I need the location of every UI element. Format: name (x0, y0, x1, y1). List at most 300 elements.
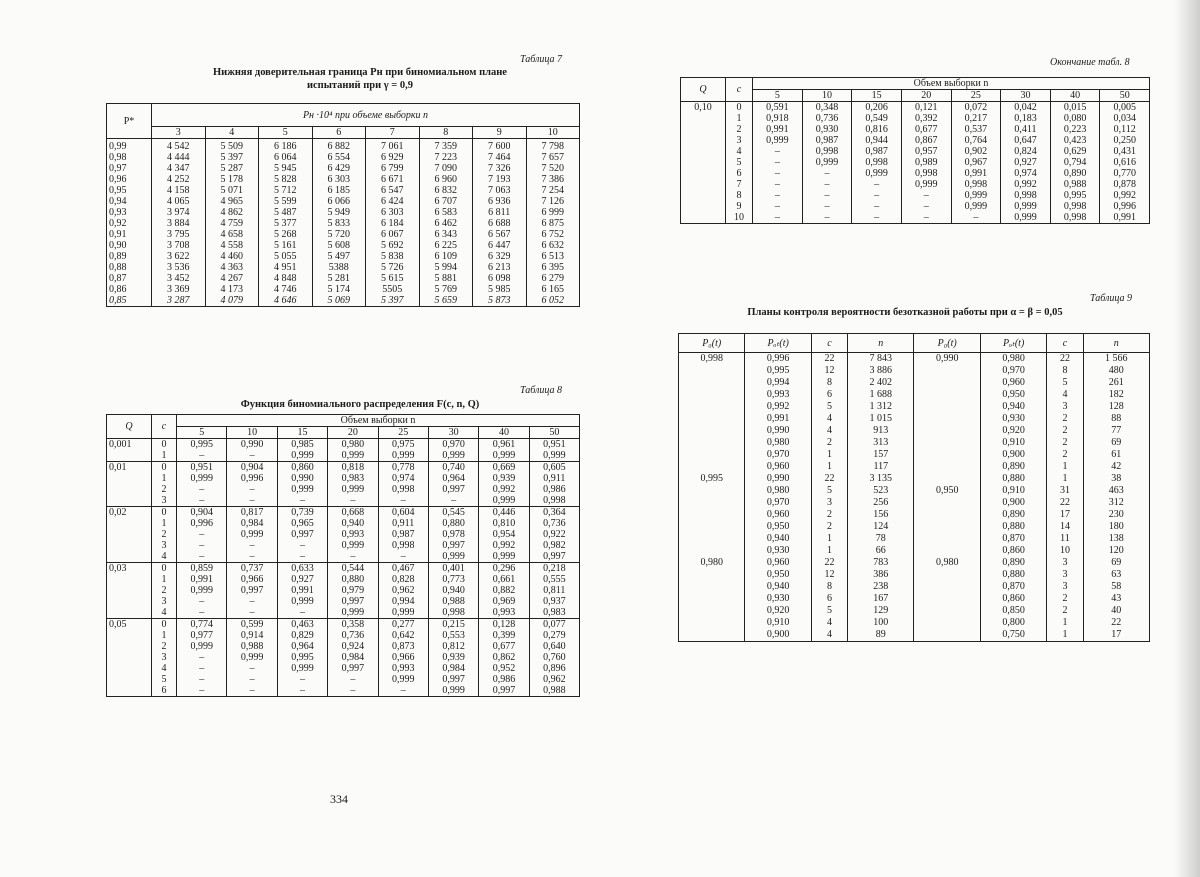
table8c-value-cell: 0,015 (1050, 102, 1100, 114)
table8-value-cell: 0,996 (227, 473, 277, 484)
table9-cell: 0,890 (980, 509, 1046, 521)
table8-value-cell: 0,545 (428, 507, 478, 519)
table8c-q-cell (681, 168, 726, 179)
table7-p-cell: 0,96 (109, 174, 127, 185)
table8c-q-cell (681, 157, 726, 168)
table9-cell: 22 (811, 353, 847, 366)
table8-value-cell: 0,128 (479, 619, 529, 631)
table7-value-cell: 6 960 (419, 174, 473, 185)
table7-value-cell: 4 173 (205, 284, 259, 295)
table8-q-cell: 0,001 (109, 439, 132, 450)
table8-col-header: 15 (277, 427, 327, 439)
table9-cell: 261 (1083, 377, 1149, 389)
table7-value-cell: 6 303 (366, 207, 420, 218)
table8-value-cell: 0,995 (277, 652, 327, 663)
table8-value-cell: 0,999 (428, 685, 478, 697)
table8-q-cell (107, 674, 152, 685)
table8-value-cell: 0,467 (378, 563, 428, 575)
table8-value-cell: 0,773 (428, 574, 478, 585)
table8-value-cell: 0,640 (529, 641, 579, 652)
table7-value-cell: 6 688 (473, 218, 527, 229)
table7-value-cell: 6 303 (312, 174, 366, 185)
table8c-c-cell: 2 (726, 124, 753, 135)
table8-value-cell: 0,737 (227, 563, 277, 575)
table9-cell: 5 (811, 401, 847, 413)
table8-c-cell: 3 (152, 596, 177, 607)
table8c-value-cell: 0,121 (901, 102, 951, 114)
table8-q-cell (107, 585, 152, 596)
table8-value-cell: 0,992 (479, 540, 529, 551)
table7-value-cell: 6 098 (473, 273, 527, 284)
table9-cell: 10 (1047, 545, 1083, 557)
table7-value-cell: 5 881 (419, 273, 473, 284)
table7-value-cell: 6 554 (312, 152, 366, 163)
table7-value-cell: 5 069 (312, 295, 366, 307)
table8-value-cell: 0,952 (479, 663, 529, 674)
table8-value-cell: 0,988 (529, 685, 579, 697)
table7-value-cell: 6 225 (419, 240, 473, 251)
table8-value-cell: 0,817 (227, 507, 277, 519)
table7-value-cell: 3 974 (152, 207, 206, 218)
table7-title-line1: Нижняя доверительная граница Pн при биномиальном плане (213, 67, 507, 78)
table8-c-cell: 1 (152, 518, 177, 529)
table8c-value-cell: 0,988 (1050, 179, 1100, 190)
table8c-value-cell: – (753, 201, 803, 212)
table8-value-cell: – (177, 663, 227, 674)
table9-cell: 6 (811, 593, 847, 605)
table9-cell: 1 (811, 449, 847, 461)
table8c-value-cell: 0,080 (1050, 113, 1100, 124)
table8-value-cell: 0,993 (328, 529, 378, 540)
table8-value-cell: – (227, 596, 277, 607)
table8-head-c: c (152, 415, 177, 439)
table8c-value-cell: 0,957 (901, 146, 951, 157)
table7-value-cell: 4 079 (205, 295, 259, 307)
table9-cell: 523 (848, 485, 914, 497)
table9-cell: 0,993 (745, 389, 811, 401)
table7-p-cell: 0,99 (109, 141, 127, 152)
table-row (681, 135, 1150, 146)
table9-cell: 1 (1047, 617, 1083, 629)
table9-cell (914, 521, 980, 533)
table8c-value-cell: 0,987 (852, 146, 902, 157)
table9-label: Таблица 9 (1090, 293, 1132, 304)
table9-cell: 0,900 (980, 449, 1046, 461)
table8-value-cell: – (378, 551, 428, 563)
table8c-value-cell: 0,991 (951, 168, 1001, 179)
table-row (681, 113, 1150, 124)
table8-value-cell: 0,911 (529, 473, 579, 484)
table8-value-cell: 0,964 (277, 641, 327, 652)
table7-col-header: 10 (526, 127, 580, 139)
table8-value-cell: – (328, 495, 378, 507)
table7-value-cell: 5 720 (312, 229, 366, 240)
table7-value-cell: 7 600 (473, 139, 527, 153)
table7-value-cell: 5 497 (312, 251, 366, 262)
table8-c-cell: 2 (152, 529, 177, 540)
table-row (107, 529, 580, 540)
table8-q-cell (107, 450, 152, 462)
table9-cell: 0,890 (980, 461, 1046, 473)
table9-cell: 69 (1083, 437, 1149, 449)
table-row (107, 574, 580, 585)
table8-q-cell: 0,01 (107, 462, 152, 474)
table7-value-cell: 6 811 (473, 207, 527, 218)
table9-cell (914, 593, 980, 605)
table8-value-cell: – (227, 495, 277, 507)
table8c-value-cell: – (901, 201, 951, 212)
table8-c-cell: 4 (152, 663, 177, 674)
table8c-value-cell: 0,206 (852, 102, 902, 114)
table8c-value-cell: 0,794 (1050, 157, 1100, 168)
table8c-value-cell: 0,992 (1001, 179, 1051, 190)
table8-value-cell: 0,922 (529, 529, 579, 540)
table8c-value-cell: 0,989 (901, 157, 951, 168)
table8c-value-cell: 0,944 (852, 135, 902, 146)
table-row (107, 607, 580, 619)
table8-value-cell: 0,880 (428, 518, 478, 529)
table8-value-cell: 0,904 (177, 507, 227, 519)
table9 (678, 333, 1150, 642)
table7-p-cell: 0,92 (109, 218, 127, 229)
table8c-value-cell: 0,217 (951, 113, 1001, 124)
table-row (107, 563, 580, 575)
table8-value-cell: 0,740 (428, 462, 478, 474)
table8c-value-cell: 0,770 (1100, 168, 1150, 179)
table-row (107, 152, 580, 163)
table8c-value-cell: 0,987 (802, 135, 852, 146)
table8-value-cell: 0,463 (277, 619, 327, 631)
table7-value-cell: 5 949 (312, 207, 366, 218)
table8-value-cell: 0,774 (177, 619, 227, 631)
table7-value-cell: 4 746 (259, 284, 313, 295)
table8c-value-cell: – (802, 179, 852, 190)
table8-value-cell: 0,999 (277, 663, 327, 674)
table7-value-cell: 6 424 (366, 196, 420, 207)
table8-col-header: 25 (378, 427, 428, 439)
table-row (107, 439, 580, 451)
table7-value-cell: 6 186 (259, 139, 313, 153)
table8-c-cell: 1 (152, 630, 177, 641)
table9-cell: 8 (811, 377, 847, 389)
table-row (681, 190, 1150, 201)
table7-p-cell: 0,85 (109, 295, 127, 306)
table7-value-cell: 4 444 (152, 152, 206, 163)
table-row (107, 495, 580, 507)
table8-value-cell: – (277, 540, 327, 551)
table9-cell: 0,860 (980, 545, 1046, 557)
table8-q-cell (107, 574, 152, 585)
table9-cell: 0,992 (745, 401, 811, 413)
table8-value-cell: 0,736 (328, 630, 378, 641)
table8-value-cell: 0,760 (529, 652, 579, 663)
table7-value-cell: 4 646 (259, 295, 313, 307)
table8c-c-cell: 10 (726, 212, 753, 224)
table9-cell (679, 605, 745, 617)
table9-cell (679, 389, 745, 401)
table9-cell: 0,970 (745, 449, 811, 461)
table7-value-cell: 7 326 (473, 163, 527, 174)
table8-c-cell: 2 (152, 484, 177, 495)
table8c-value-cell: 0,999 (802, 157, 852, 168)
table7-value-cell: 5 985 (473, 284, 527, 295)
table7-value-cell: 5 071 (205, 185, 259, 196)
table8-c-cell: 1 (152, 473, 177, 484)
table-row (107, 251, 580, 262)
table8-value-cell: 0,970 (428, 439, 478, 451)
table8-value-cell: 0,962 (378, 585, 428, 596)
table8-value-cell: 0,927 (277, 574, 327, 585)
table7-value-cell: 7 126 (526, 196, 580, 207)
table9-cell: 480 (1083, 365, 1149, 377)
table7-title (110, 66, 610, 92)
table8c-value-cell: 0,999 (753, 135, 803, 146)
table8-q-cell (107, 607, 152, 619)
table-row (679, 509, 1150, 521)
table8c-value-cell: – (852, 190, 902, 201)
table-row (681, 124, 1150, 135)
table8c-value-cell: – (753, 212, 803, 224)
table9-cell: 11 (1047, 533, 1083, 545)
table8-value-cell: 0,358 (328, 619, 378, 631)
table9-cell: 0,960 (980, 377, 1046, 389)
table8-value-cell: 0,983 (529, 607, 579, 619)
table8c-value-cell: 0,629 (1050, 146, 1100, 157)
table8-q-cell (107, 630, 152, 641)
table8-value-cell: 0,999 (328, 540, 378, 551)
table8-value-cell: 0,904 (227, 462, 277, 474)
table7-value-cell: 6 583 (419, 207, 473, 218)
table9-cell: 0,970 (980, 365, 1046, 377)
table9-cell: 313 (848, 437, 914, 449)
table8c-c-cell: 4 (726, 146, 753, 157)
table9-cell: 88 (1083, 413, 1149, 425)
table9-cell: 66 (848, 545, 914, 557)
table7-value-cell: 6 395 (526, 262, 580, 273)
table7-value-cell: 6 184 (366, 218, 420, 229)
table9-cell: 0,995 (745, 365, 811, 377)
table7-value-cell: 7 223 (419, 152, 473, 163)
table9-cell: 2 (1047, 593, 1083, 605)
table9-cell (914, 545, 980, 557)
table8-value-cell: 0,997 (328, 596, 378, 607)
table8c-c-cell: 9 (726, 201, 753, 212)
table9-cell: 0,940 (745, 581, 811, 593)
table7-value-cell: 6 185 (312, 185, 366, 196)
table8-head-q: Q (107, 415, 152, 439)
table9-cell: 0,950 (914, 485, 980, 497)
table7-p-cell: 0,91 (109, 229, 127, 240)
table-row (107, 450, 580, 462)
table8-value-cell: – (177, 450, 227, 462)
table7-p-cell: 0,98 (109, 152, 127, 163)
table7-col-header: 9 (473, 127, 527, 139)
table7-value-cell: 5388 (312, 262, 366, 273)
table8c-value-cell: – (753, 157, 803, 168)
table7-p-cell: 0,89 (109, 251, 127, 262)
table7-value-cell: 6 936 (473, 196, 527, 207)
table8-value-cell: 0,984 (328, 652, 378, 663)
table8c-value-cell: 0,183 (1001, 113, 1051, 124)
table-row (107, 218, 580, 229)
table9-cell: 0,920 (745, 605, 811, 617)
table7-value-cell: 3 369 (152, 284, 206, 295)
table8c-value-cell: – (852, 212, 902, 224)
table9-cell (679, 533, 745, 545)
table8-value-cell: 0,966 (378, 652, 428, 663)
table7-col-header: 7 (366, 127, 420, 139)
table9-cell: 1 (1047, 629, 1083, 642)
table-row (107, 273, 580, 284)
table7-value-cell: 6 929 (366, 152, 420, 163)
table-row (107, 674, 580, 685)
table8-value-cell: 0,961 (479, 439, 529, 451)
table8-q-cell (107, 663, 152, 674)
table8-col-header: 50 (529, 427, 579, 439)
table8c-value-cell: 0,995 (1050, 190, 1100, 201)
table9-cell: 0,800 (980, 617, 1046, 629)
table8c-value-cell: – (852, 179, 902, 190)
table8c-value-cell: 0,991 (753, 124, 803, 135)
table8c-col-header: 25 (951, 90, 1001, 102)
table9-cell: 156 (848, 509, 914, 521)
table9-cell (679, 593, 745, 605)
table9-cell (914, 605, 980, 617)
table9-cell: 0,750 (980, 629, 1046, 642)
table9-cell: 1 (1047, 461, 1083, 473)
table7-value-cell: 4 542 (152, 139, 206, 153)
page-gutter-shadow (1174, 0, 1200, 877)
table7-value-cell: 4 862 (205, 207, 259, 218)
table8c-q-cell (681, 212, 726, 224)
table8-value-cell: 0,996 (177, 518, 227, 529)
table8c-value-cell: 0,736 (802, 113, 852, 124)
table8-value-cell: 0,215 (428, 619, 478, 631)
table-row (679, 365, 1150, 377)
table8-value-cell: 0,995 (177, 439, 227, 451)
table8-value-cell: 0,986 (529, 484, 579, 495)
table8-q-cell: 0,02 (107, 507, 152, 519)
table8-value-cell: 0,983 (328, 473, 378, 484)
table8c-value-cell: 0,549 (852, 113, 902, 124)
table7-p-cell: 0,95 (109, 185, 127, 196)
table9-col-header: Pₒₜ(t) (745, 334, 811, 353)
table7-p-cell: 0,88 (109, 262, 127, 273)
table8-value-cell: 0,994 (378, 596, 428, 607)
table8-col-header: 10 (227, 427, 277, 439)
table8-value-cell: 0,829 (277, 630, 327, 641)
table8-q-cell (107, 685, 152, 697)
table-row (107, 507, 580, 519)
table8-value-cell: – (277, 551, 327, 563)
table8-value-cell: 0,860 (277, 462, 327, 474)
table8-value-cell: 0,993 (378, 663, 428, 674)
table8c-col-header: 20 (901, 90, 951, 102)
table8c-c-cell: 0 (726, 102, 753, 114)
table8-value-cell: 0,818 (328, 462, 378, 474)
table8-value-cell: 0,985 (277, 439, 327, 451)
table7-value-cell: 5 726 (366, 262, 420, 273)
table7-value-cell: 3 884 (152, 218, 206, 229)
table9-col-header: n (848, 334, 914, 353)
table8-value-cell: – (227, 685, 277, 697)
table9-cell: 5 (811, 605, 847, 617)
table8c-value-cell: 0,918 (753, 113, 803, 124)
table8-value-cell: 0,810 (479, 518, 529, 529)
table-row (679, 449, 1150, 461)
table7-value-cell: 5 161 (259, 240, 313, 251)
table7-value-cell: 3 536 (152, 262, 206, 273)
table9-cell: 0,930 (980, 413, 1046, 425)
table8c-value-cell: 0,250 (1100, 135, 1150, 146)
table9-cell: 4 (1047, 389, 1083, 401)
table9-cell: 5 (1047, 377, 1083, 389)
table9-cell: 0,880 (980, 473, 1046, 485)
table9-cell: 22 (811, 557, 847, 569)
table9-cell: 2 (1047, 449, 1083, 461)
table8c-c-cell: 8 (726, 190, 753, 201)
table8-value-cell: 0,999 (177, 585, 227, 596)
table8-value-cell: 0,999 (479, 495, 529, 507)
table-row (107, 585, 580, 596)
table8c-q-cell (681, 179, 726, 190)
table8-c-cell: 4 (152, 551, 177, 563)
table8c-q-cell (681, 146, 726, 157)
table8-value-cell: 0,991 (277, 585, 327, 596)
table8-value-cell: – (177, 540, 227, 551)
table9-cell: 128 (1083, 401, 1149, 413)
table7-value-cell: 5 833 (312, 218, 366, 229)
table8-value-cell: 0,962 (529, 674, 579, 685)
table7-value-cell: 5 994 (419, 262, 473, 273)
table8c-q-cell (681, 190, 726, 201)
table7-value-cell: 4 347 (152, 163, 206, 174)
table8-value-cell: 0,739 (277, 507, 327, 519)
table8-c-cell: 2 (152, 585, 177, 596)
table8-value-cell: 0,997 (428, 674, 478, 685)
table8-value-cell: 0,999 (428, 551, 478, 563)
table7-value-cell: 7 386 (526, 174, 580, 185)
table9-cell (914, 533, 980, 545)
table9-cell (679, 401, 745, 413)
table9-cell: 69 (1083, 557, 1149, 569)
table9-cell: 0,900 (745, 629, 811, 642)
table9-cell: 4 (811, 617, 847, 629)
table8-c-cell: 4 (152, 607, 177, 619)
table-row (679, 593, 1150, 605)
table8c-value-cell: 0,816 (852, 124, 902, 135)
table7-value-cell: 5 377 (259, 218, 313, 229)
table8c-value-cell: – (802, 190, 852, 201)
table8c-head-c: c (726, 78, 753, 102)
table8-value-cell: 0,077 (529, 619, 579, 631)
table-row (107, 139, 580, 153)
table7-col-header: 8 (419, 127, 473, 139)
table9-cell: 2 (1047, 437, 1083, 449)
table8-value-cell: 0,364 (529, 507, 579, 519)
table-row (681, 201, 1150, 212)
table-row (107, 207, 580, 218)
table7-value-cell: 6 109 (419, 251, 473, 262)
table8-value-cell: 0,998 (378, 484, 428, 495)
table7-value-cell: 4 759 (205, 218, 259, 229)
table7 (106, 103, 580, 307)
table9-cell: 4 (811, 413, 847, 425)
table8-value-cell: 0,859 (177, 563, 227, 575)
table-row (681, 179, 1150, 190)
table7-head-p: P* (107, 104, 152, 139)
table8-q-cell (107, 473, 152, 484)
